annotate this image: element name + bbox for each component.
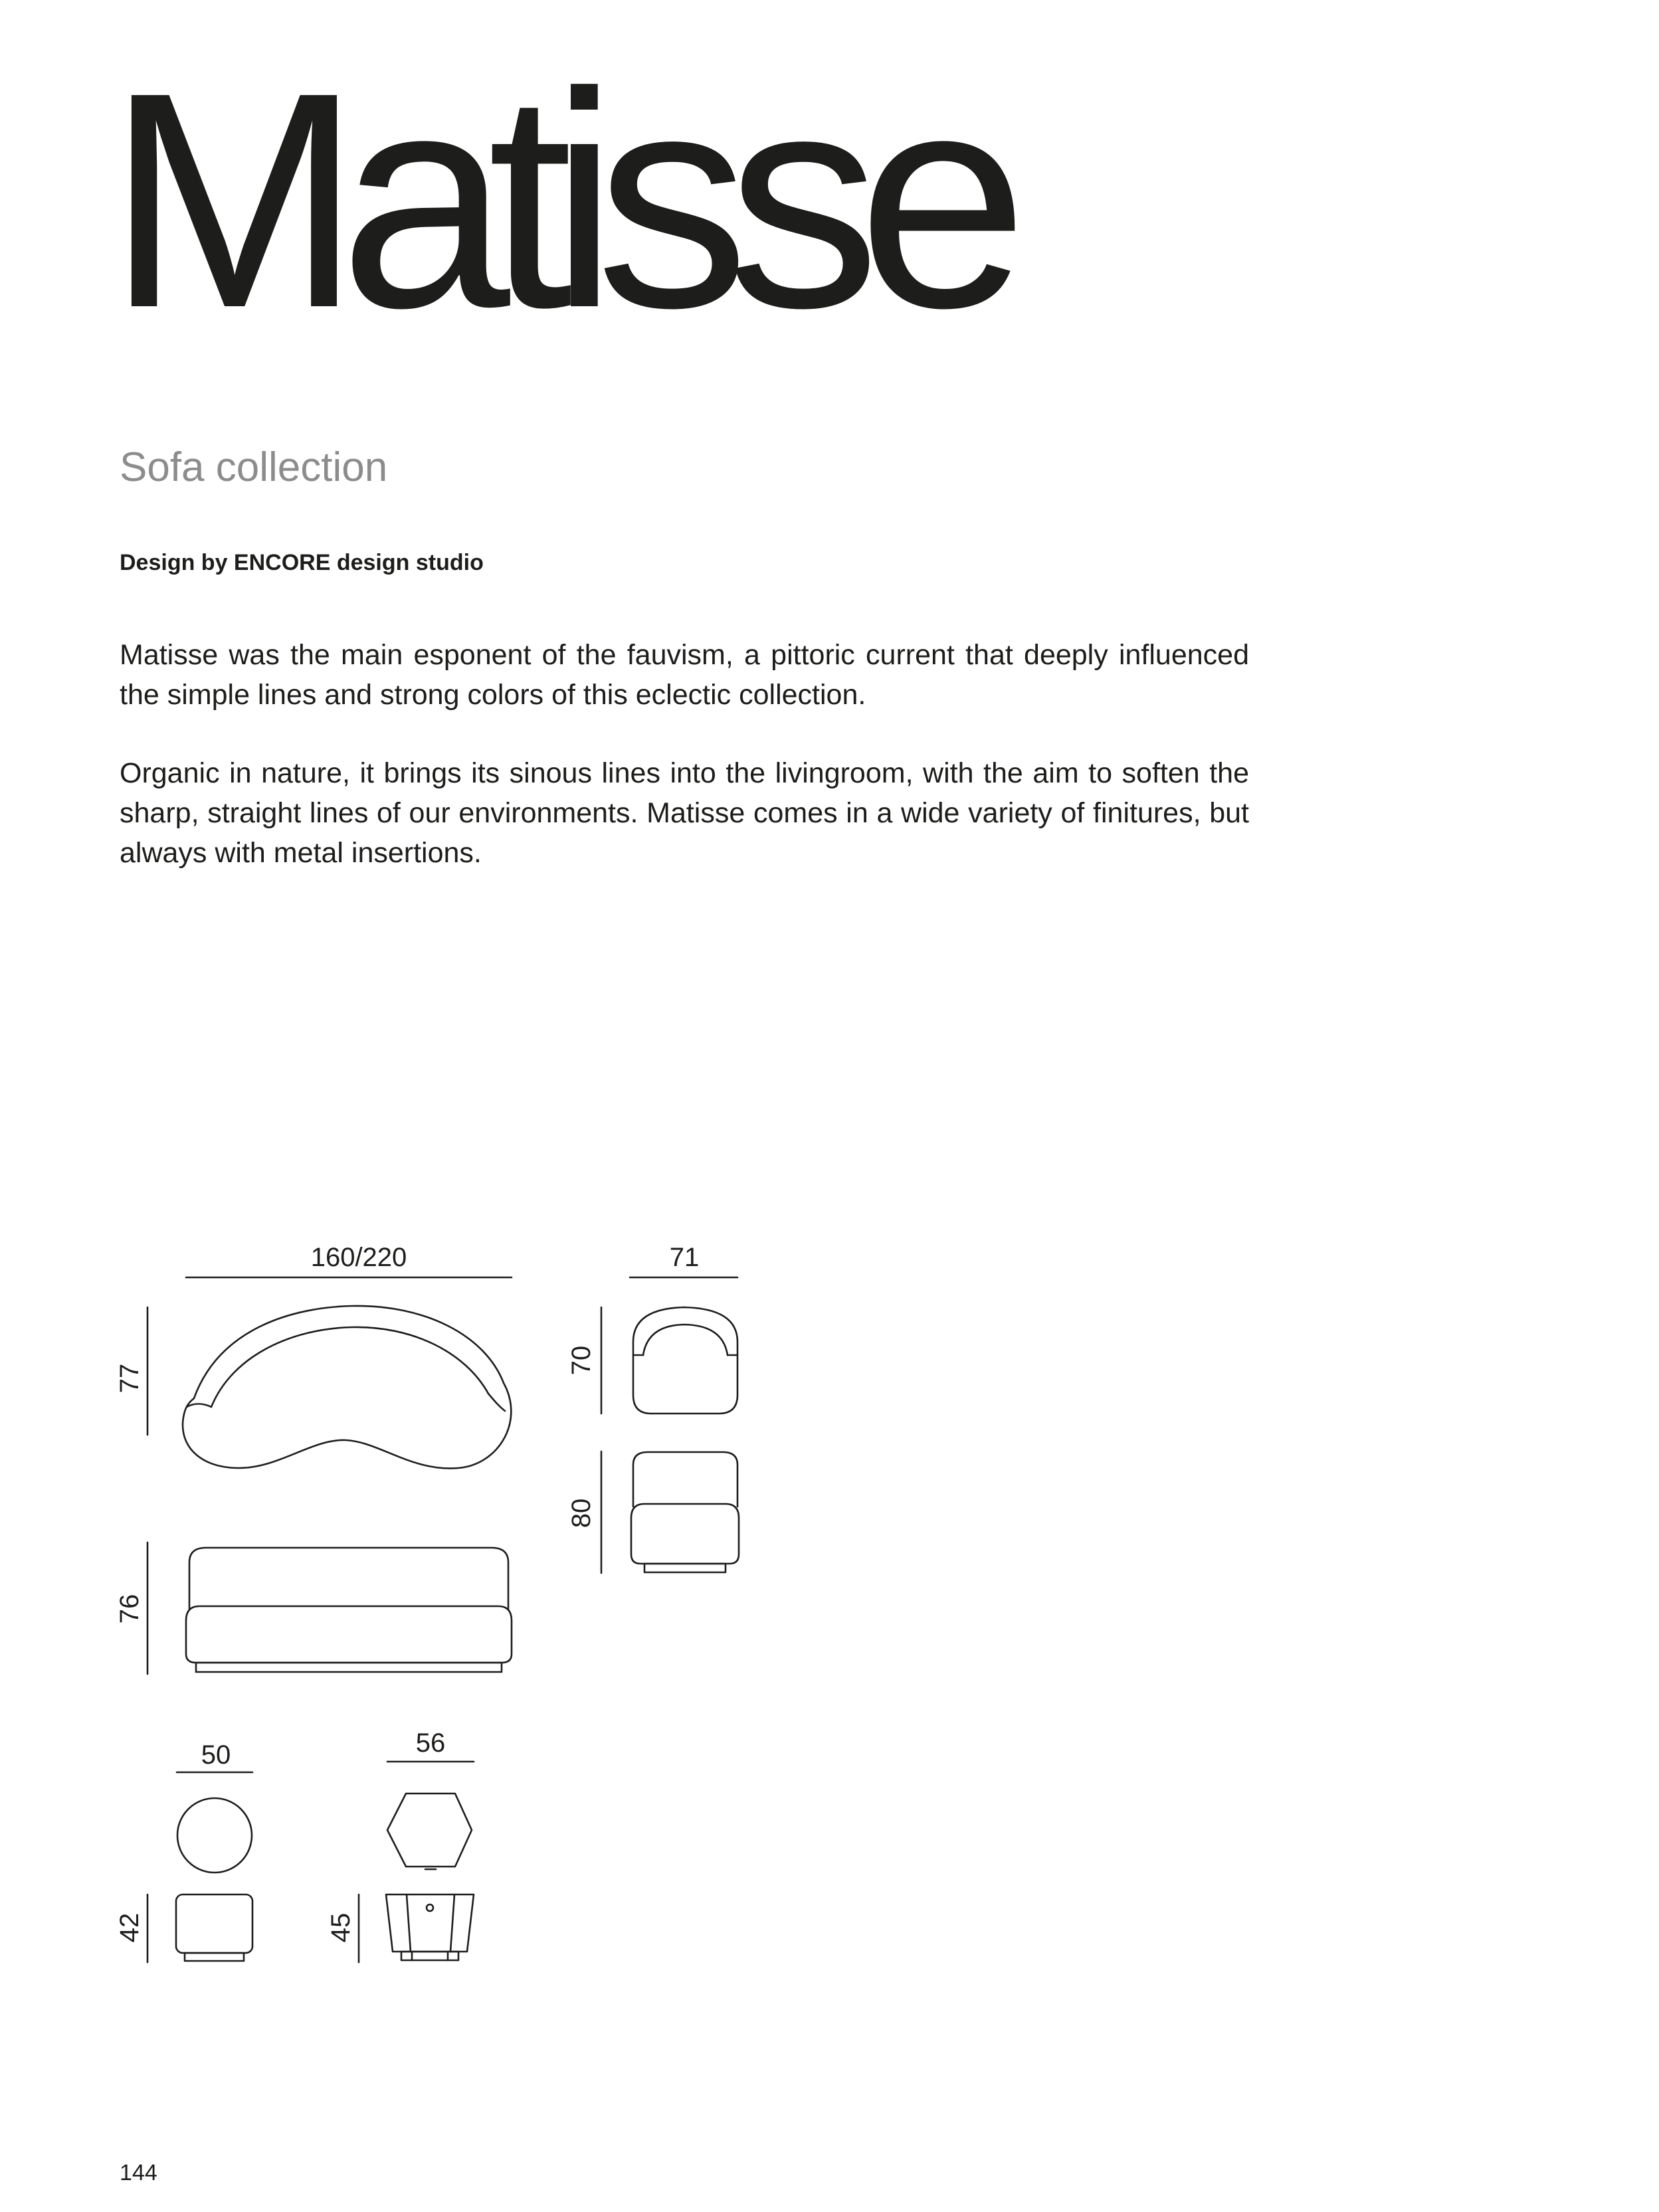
round-pouf-width-label: 50 xyxy=(201,1740,231,1770)
armchair-plan-backrest-inner xyxy=(643,1325,728,1355)
designer-credit: Design by ENCORE design studio xyxy=(120,550,484,575)
sofa-plan-arm-right xyxy=(488,1394,505,1411)
collection-subtitle: Sofa collection xyxy=(120,444,388,490)
armchair-drawings xyxy=(567,1243,739,1573)
sofa-drawings xyxy=(115,1243,512,1674)
armchair-front-base xyxy=(644,1564,726,1572)
sofa-plan-outline xyxy=(183,1306,511,1469)
hex-pouf-plan xyxy=(387,1794,472,1867)
armchair-front-seat xyxy=(631,1504,739,1564)
sofa-plan-arm-left xyxy=(187,1404,211,1408)
round-pouf-height-label: 42 xyxy=(115,1912,144,1943)
sofa-front-height-label: 76 xyxy=(115,1594,144,1624)
round-pouf-plan xyxy=(177,1798,252,1873)
sofa-front-backrest xyxy=(189,1548,508,1609)
hex-pouf-front-edge-right xyxy=(450,1894,454,1952)
sofa-width-label: 160/220 xyxy=(310,1243,407,1272)
round-pouf-drawings xyxy=(115,1740,252,1962)
sofa-plan-depth-label: 77 xyxy=(115,1363,144,1394)
sofa-front-base xyxy=(196,1663,502,1672)
armchair-front-backrest xyxy=(633,1452,737,1507)
armchair-front-height-label: 80 xyxy=(567,1498,596,1528)
round-pouf-front-base xyxy=(185,1953,244,1961)
armchair-plan-outline xyxy=(633,1307,737,1414)
armchair-plan-depth-label: 70 xyxy=(567,1345,596,1376)
hex-pouf-front-body xyxy=(386,1894,474,1952)
armchair-width-label: 71 xyxy=(669,1243,700,1272)
description-paragraph: Matisse was the main esponent of the fauvism, a pittoric current that deeply influenced the simple lines and strong colors of this eclectic collection. xyxy=(120,639,1249,711)
hex-pouf-front-knob xyxy=(427,1904,433,1911)
hex-pouf-drawings xyxy=(326,1728,474,1962)
sofa-plan-backrest-inner xyxy=(211,1327,488,1407)
collection-title: Matisse xyxy=(106,29,1006,371)
round-pouf-front-body xyxy=(176,1894,252,1953)
hex-pouf-front-base xyxy=(401,1952,458,1960)
description-paragraph: Organic in nature, it brings its sinous lines into the livingroom, with the aim to soften the sharp, straight lines of our environments. Matisse comes in a wide variety of finitures, but always with metal insertions. xyxy=(120,757,1249,869)
hex-pouf-width-label: 56 xyxy=(415,1728,446,1758)
hex-pouf-height-label: 45 xyxy=(326,1912,355,1943)
hex-pouf-front-edge-left xyxy=(407,1894,411,1952)
sofa-front-seat xyxy=(186,1606,512,1663)
page-number: 144 xyxy=(120,2160,157,2185)
